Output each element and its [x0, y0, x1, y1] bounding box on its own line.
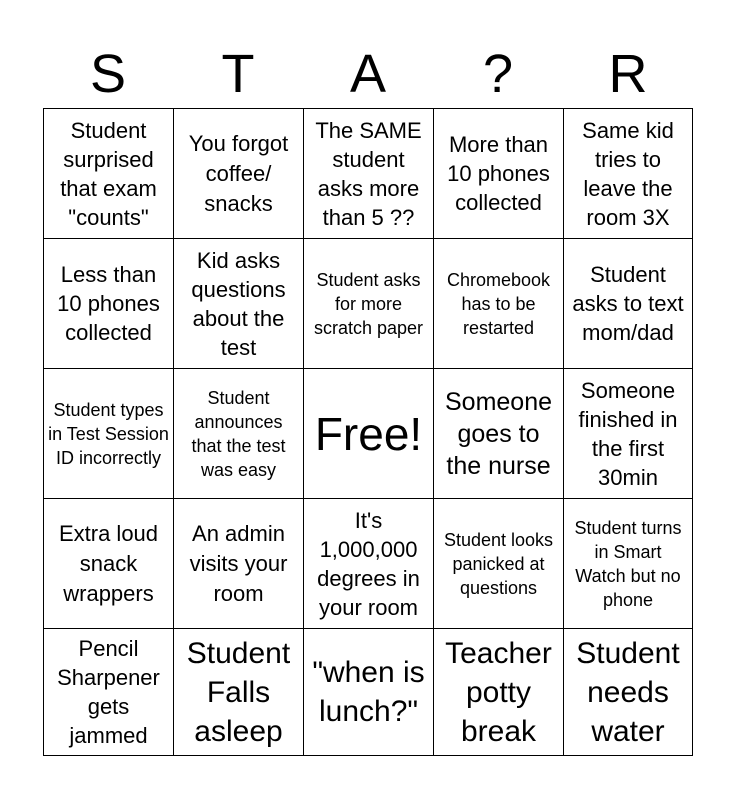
bingo-cell-r2-c3[interactable]: Student asks for more scratch paper: [304, 239, 434, 369]
bingo-cell-r4-c2[interactable]: An admin visits your room: [174, 499, 304, 629]
bingo-cell-r5-c3[interactable]: "when is lunch?": [304, 629, 434, 755]
bingo-cell-r5-c2[interactable]: Student Falls asleep: [174, 629, 304, 755]
header-letter-4: ?: [482, 44, 514, 104]
bingo-cell-free-space[interactable]: Free!: [304, 369, 434, 499]
bingo-header: [43, 42, 693, 106]
bingo-cell-r3-c1[interactable]: Student types in Test Session ID incorrectly: [44, 369, 174, 499]
header-letter-3: A: [349, 44, 387, 104]
bingo-cell-r4-c1[interactable]: Extra loud snack wrappers: [44, 499, 174, 629]
bingo-cell-r3-c5[interactable]: Someone finished in the first 30min: [564, 369, 692, 499]
bingo-cell-r5-c5[interactable]: Student needs water: [576, 636, 680, 748]
header-letter-1: S: [89, 44, 127, 104]
bingo-cell-r5-c1[interactable]: Pencil Sharpener gets jammed: [44, 629, 174, 755]
bingo-cell-r3-c4[interactable]: Someone goes to the nurse: [434, 369, 564, 499]
bingo-board: [43, 108, 693, 756]
bingo-cell-r4-c3[interactable]: It's 1,000,000 degrees in your room: [304, 499, 434, 629]
bingo-cell-r1-c4[interactable]: More than 10 phones collected: [434, 109, 564, 239]
bingo-cell-r2-c2[interactable]: Kid asks questions about the test: [174, 239, 304, 369]
bingo-cell-r1-c5[interactable]: Same kid tries to leave the room 3X: [564, 109, 692, 239]
bingo-cell-r2-c1[interactable]: Less than 10 phones collected: [44, 239, 174, 369]
bingo-cell-r4-c5[interactable]: Student turns in Smart Watch but no phone: [564, 499, 692, 629]
bingo-cell-r4-c4[interactable]: Student looks panicked at questions: [434, 499, 564, 629]
header-letter-5: R: [608, 44, 648, 104]
bingo-cell-r3-c2[interactable]: Student announces that the test was easy: [174, 369, 304, 499]
bingo-cell-r1-c2[interactable]: You forgot coffee/ snacks: [174, 109, 304, 239]
bingo-cell-r1-c1[interactable]: Student surprised that exam "counts": [44, 109, 174, 239]
bingo-cell-r2-c4[interactable]: Chromebook has to be restarted: [434, 239, 564, 369]
header-letter-2: T: [221, 44, 255, 104]
bingo-cell-r1-c3[interactable]: The SAME student asks more than 5 ??: [304, 109, 434, 239]
bingo-cell-r5-c4[interactable]: Teacher potty break: [434, 629, 564, 755]
bingo-cell-r2-c5[interactable]: Student asks to text mom/dad: [564, 239, 692, 369]
